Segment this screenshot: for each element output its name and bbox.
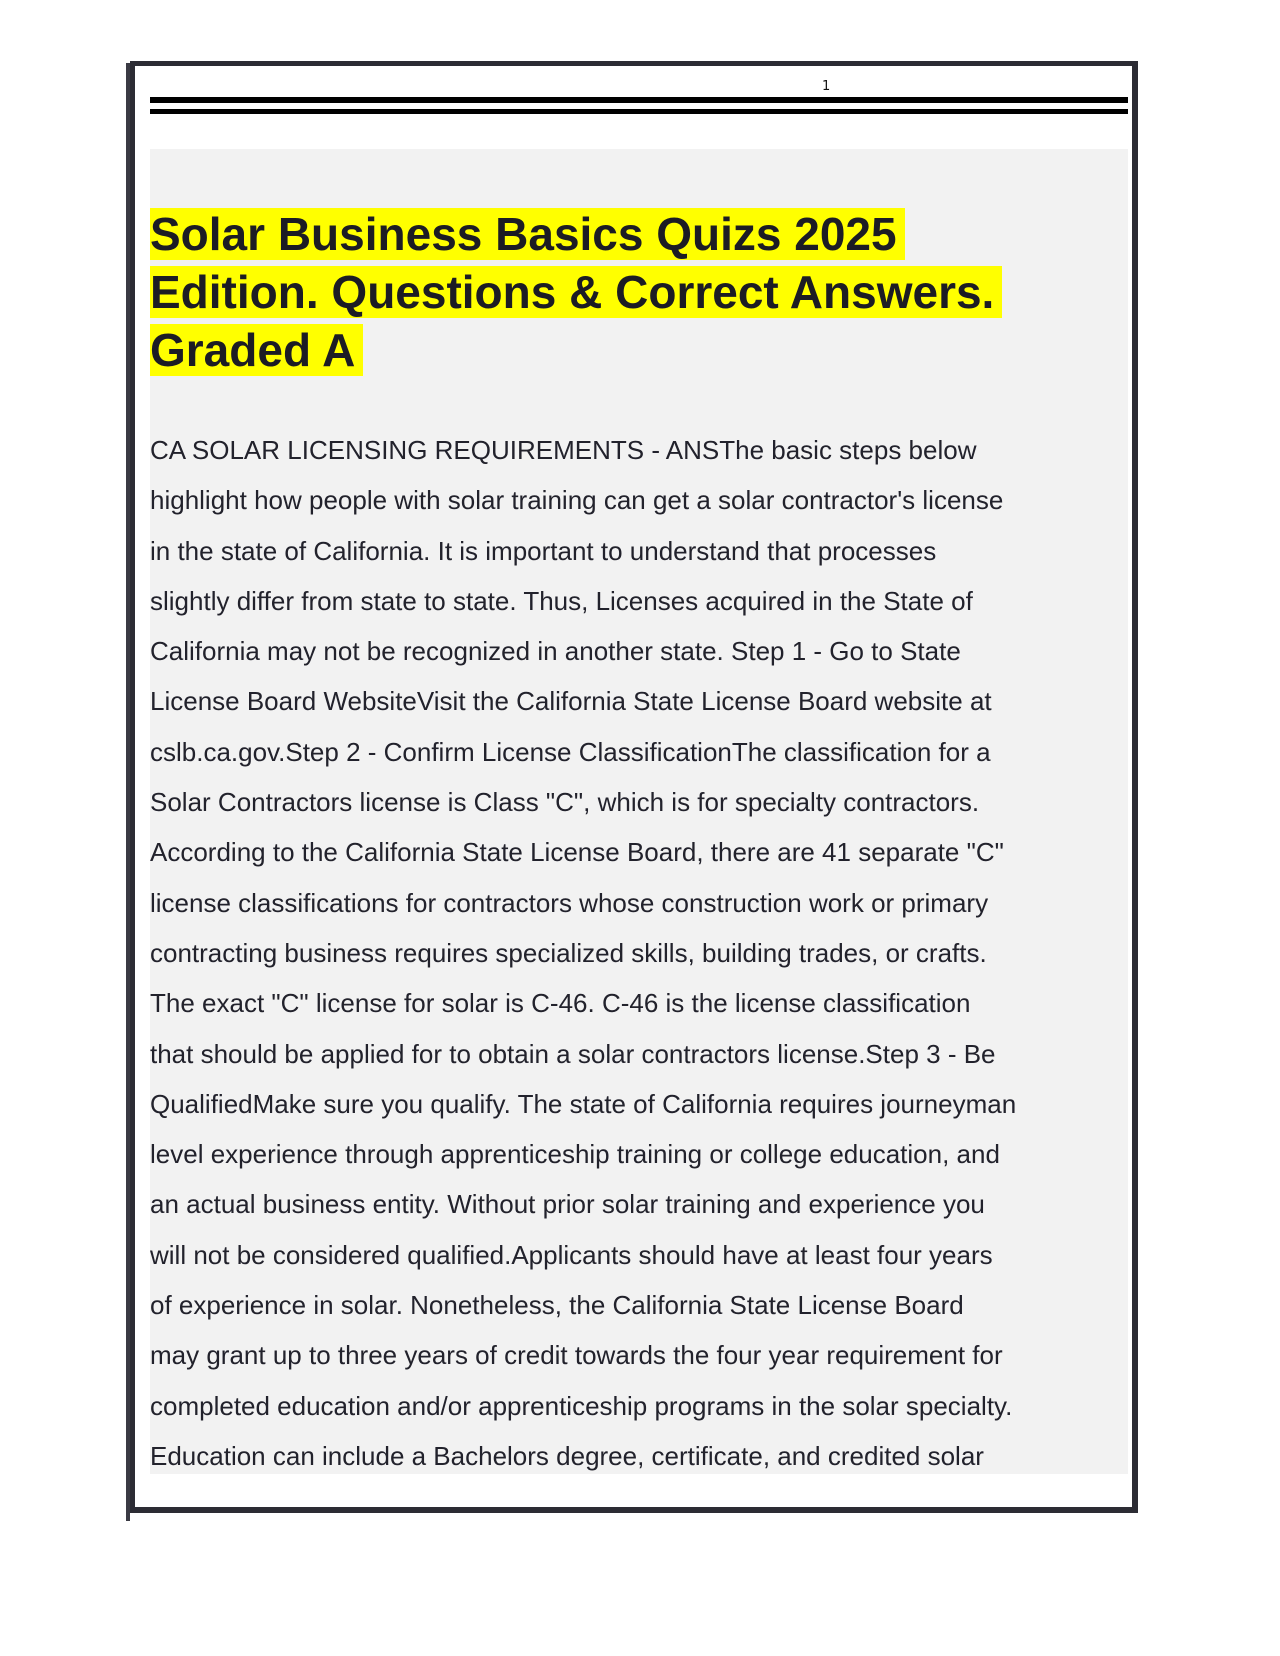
- title-line-1: Solar Business Basics Quizs 2025: [150, 208, 905, 260]
- body-line: highlight how people with solar training can get a solar contractor's license: [150, 485, 1004, 516]
- body-line: contracting business requires specialized skills, building trades, or crafts.: [150, 937, 987, 968]
- body-line: that should be applied for to obtain a solar contractors license.Step 3 - Be: [150, 1038, 996, 1069]
- body-text: [150, 425, 1135, 1481]
- page-number: 1: [822, 79, 831, 94]
- body-line: QualifiedMake sure you qualify. The state of California requires journeyman: [150, 1088, 1017, 1119]
- document-title: [150, 205, 1128, 379]
- body-line: License Board WebsiteVisit the California State License Board website at: [150, 686, 992, 717]
- body-line: level experience through apprenticeship training or college education, and: [150, 1139, 1000, 1170]
- body-line: of experience in solar. Nonetheless, the California State License Board: [150, 1290, 964, 1321]
- body-line: Solar Contractors license is Class "C", which is for specialty contractors.: [150, 787, 980, 818]
- body-line: license classifications for contractors whose construction work or primary: [150, 887, 989, 918]
- body-line: California may not be recognized in another state. Step 1 - Go to State: [150, 636, 961, 667]
- body-line: an actual business entity. Without prior solar training and experience you: [150, 1189, 985, 1220]
- title-line-2: Edition. Questions & Correct Answers.: [150, 266, 1002, 318]
- body-line: in the state of California. It is important to understand that processes: [150, 535, 937, 566]
- header-rule-thin: [150, 109, 1128, 114]
- header-rule-thick: [150, 97, 1128, 103]
- body-line: Education can include a Bachelors degree, certificate, and credited solar: [150, 1440, 984, 1471]
- body-line: slightly differ from state to state. Thus, Licenses acquired in the State of: [150, 585, 973, 616]
- body-line: CA SOLAR LICENSING REQUIREMENTS - ANSThe basic steps below: [150, 435, 977, 465]
- body-line: completed education and/or apprenticeship programs in the solar specialty.: [150, 1390, 1013, 1421]
- body-line: According to the California State License Board, there are 41 separate "C": [150, 837, 1004, 868]
- body-line: will not be considered qualified.Applicants should have at least four years: [150, 1239, 993, 1270]
- body-line: may grant up to three years of credit towards the four year requirement for: [150, 1340, 1003, 1371]
- body-line: The exact "C" license for solar is C-46. C-46 is the license classification: [150, 988, 971, 1019]
- body-line: cslb.ca.gov.Step 2 - Confirm License ClassificationThe classification for a: [150, 736, 991, 767]
- title-line-3: Graded A: [150, 324, 363, 376]
